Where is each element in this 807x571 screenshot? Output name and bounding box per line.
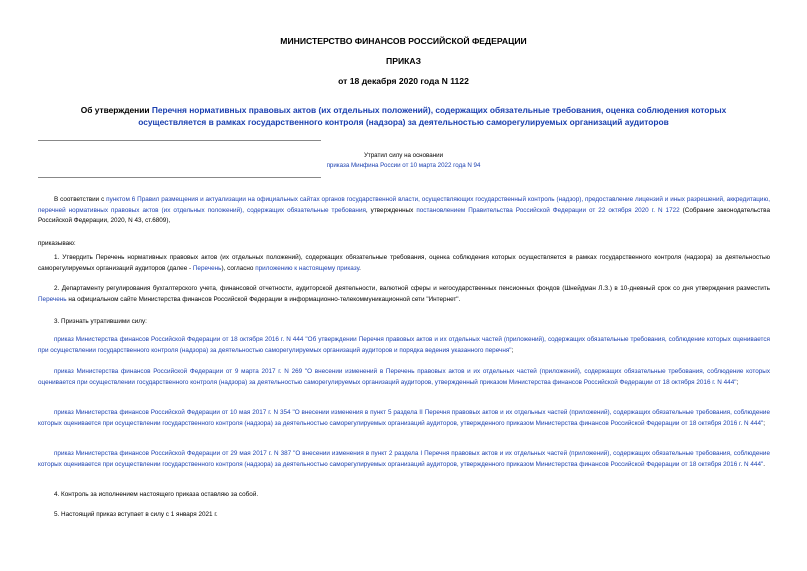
intro-link-rules[interactable]: пунктом 6 Правил размещения и актуализации на официальных сайтах органов государственной власти, осуществляющих государственный контроль (надзор), предоставление лицензий и иных разрешений, аккредитацию, перечней нормативных правовых актов (их отдельных положений), содержащих обязательные требования: [38, 196, 770, 214]
date-number-heading: от 18 декабря 2020 года N 1122: [338, 76, 469, 86]
item-2: [38, 284, 770, 305]
doc-type-heading: ПРИКАЗ: [386, 56, 421, 66]
intro-paragraph: [38, 195, 770, 227]
repealed-tail-1: ;: [511, 346, 514, 354]
item-3: 3. Признать утратившими силу:: [54, 318, 147, 325]
repealed-item-4: [38, 449, 770, 470]
decree-word: приказываю:: [38, 240, 76, 247]
item-1: [38, 253, 770, 274]
ministry-heading: МИНИСТЕРСТВО ФИНАНСОВ РОССИЙСКОЙ ФЕДЕРАЦИИ: [280, 36, 527, 46]
title-link[interactable]: Перечня нормативных правовых актов (их отдельных положений), содержащих обязательные требования, оценка соблюдения которых осуществляется в рамках государственного контроля (надзора) за деятельностью саморегулируемых организаций аудиторов: [138, 105, 727, 127]
repealed-link-2[interactable]: приказ Министерства финансов Российской Федерации от 9 марта 2017 г. N 269 "О внесении изменений в Перечень правовых актов и их отдельных частей (приложений), содержащих обязательные требования, соблюдение которых оценивается при осуществлении государственного контроля (надзора) за деятельностью саморегулируемых организаций аудиторов, утвержденный приказом Министерства финансов Российской Федерации от 18 октября 2016 г. N 444": [38, 368, 770, 386]
status-note-line1: Утратил силу на основании: [363, 152, 444, 159]
item1-text-1: 1. Утвердить Перечень нормативных правовых актов (их отдельных положений), содержащих обязательные требования, оценка соблюдения которых осуществляется в рамках государственного контроля (надзора) за деятельностью саморегулируемых организаций аудиторов (далее -: [38, 254, 770, 272]
repealed-tail-3: ;: [763, 419, 765, 427]
repealed-item-3: [38, 408, 770, 429]
item2-text-1: 2. Департаменту регулирования бухгалтерского учета, финансовой отчетности, аудиторской деятельности, валютной сферы и негосударственных пенсионных фондов (Шнейдман Л.З.) в 10-дневный срок со дня утверждения разместить: [54, 285, 770, 292]
divider-top: [38, 140, 321, 141]
intro-link-resolution[interactable]: постановлением Правительства Российской Федерации от 22 октября 2020 г. N 1722: [416, 206, 680, 214]
intro-text-3: (Собрание законодательства Российской Федерации, 2020, N 43, ст.6809),: [38, 206, 770, 225]
repealed-link-4[interactable]: приказ Министерства финансов Российской Федерации от 29 мая 2017 г. N 387 "О внесении изменения в пункт 2 раздела I Перечня правовых актов и их отдельных частей (приложений), содержащих обязательные требования, соблюдение которых оценивается при осуществлении государственного контроля (надзора) за деятельностью саморегулируемых организаций аудиторов, утвержденного приказом Министерства финансов Российской Федерации от 18 октября 2016 г. N 444": [38, 450, 770, 468]
item2-text-2: на официальном сайте Министерства финансов Российской Федерации в информационно-телекоммуникационной сети "Интернет".: [66, 295, 461, 303]
document-title: [52, 104, 755, 128]
item1-text-2: ), согласно: [221, 264, 256, 272]
repealed-link-1[interactable]: приказ Министерства финансов Российской Федерации от 18 октября 2016 г. N 444 "Об утверждении Перечня правовых актов и их отдельных частей (приложений), содержащих обязательные требования, соблюдение которых оценивается при осуществлении государственного контроля (надзора) за деятельностью саморегулируемых организаций аудиторов и порядка ведения указанного перечня": [38, 336, 770, 354]
repealed-link-3[interactable]: приказ Министерства финансов Российской Федерации от 10 мая 2017 г. N 354 "О внесении изменения в пункт 5 раздела II Перечня правовых актов и их отдельных частей (приложений), содержащих обязательные требования, соблюдение которых оценивается при осуществлении государственного контроля (надзора) за деятельностью саморегулируемых организаций аудиторов, утвержденного приказом Министерства финансов Российской Федерации от 18 октября 2016 г. N 444": [38, 409, 770, 427]
title-prefix: Об утверждении: [80, 105, 152, 115]
item-5: 5. Настоящий приказ вступает в силу с 1 января 2021 г.: [54, 511, 218, 518]
status-note: [0, 151, 807, 171]
repealed-item-1: [38, 335, 770, 356]
intro-text-2: , утвержденных: [365, 206, 417, 214]
item1-link-list[interactable]: Перечень: [192, 264, 222, 272]
status-note-link[interactable]: приказа Минфина России от 10 марта 2022 года N 94: [326, 162, 481, 169]
intro-text-1: В соответствии с: [54, 196, 107, 203]
item-4: 4. Контроль за исполнением настоящего приказа оставляю за собой.: [54, 491, 259, 498]
item2-link-list[interactable]: Перечень: [38, 295, 67, 303]
divider-bottom: [38, 177, 321, 178]
repealed-item-2: [38, 367, 770, 388]
item1-link-appendix[interactable]: приложению к настоящему приказу: [255, 264, 360, 272]
repealed-tail-4: .: [763, 460, 765, 468]
item1-text-3: .: [359, 264, 361, 272]
repealed-tail-2: ;: [736, 378, 739, 386]
